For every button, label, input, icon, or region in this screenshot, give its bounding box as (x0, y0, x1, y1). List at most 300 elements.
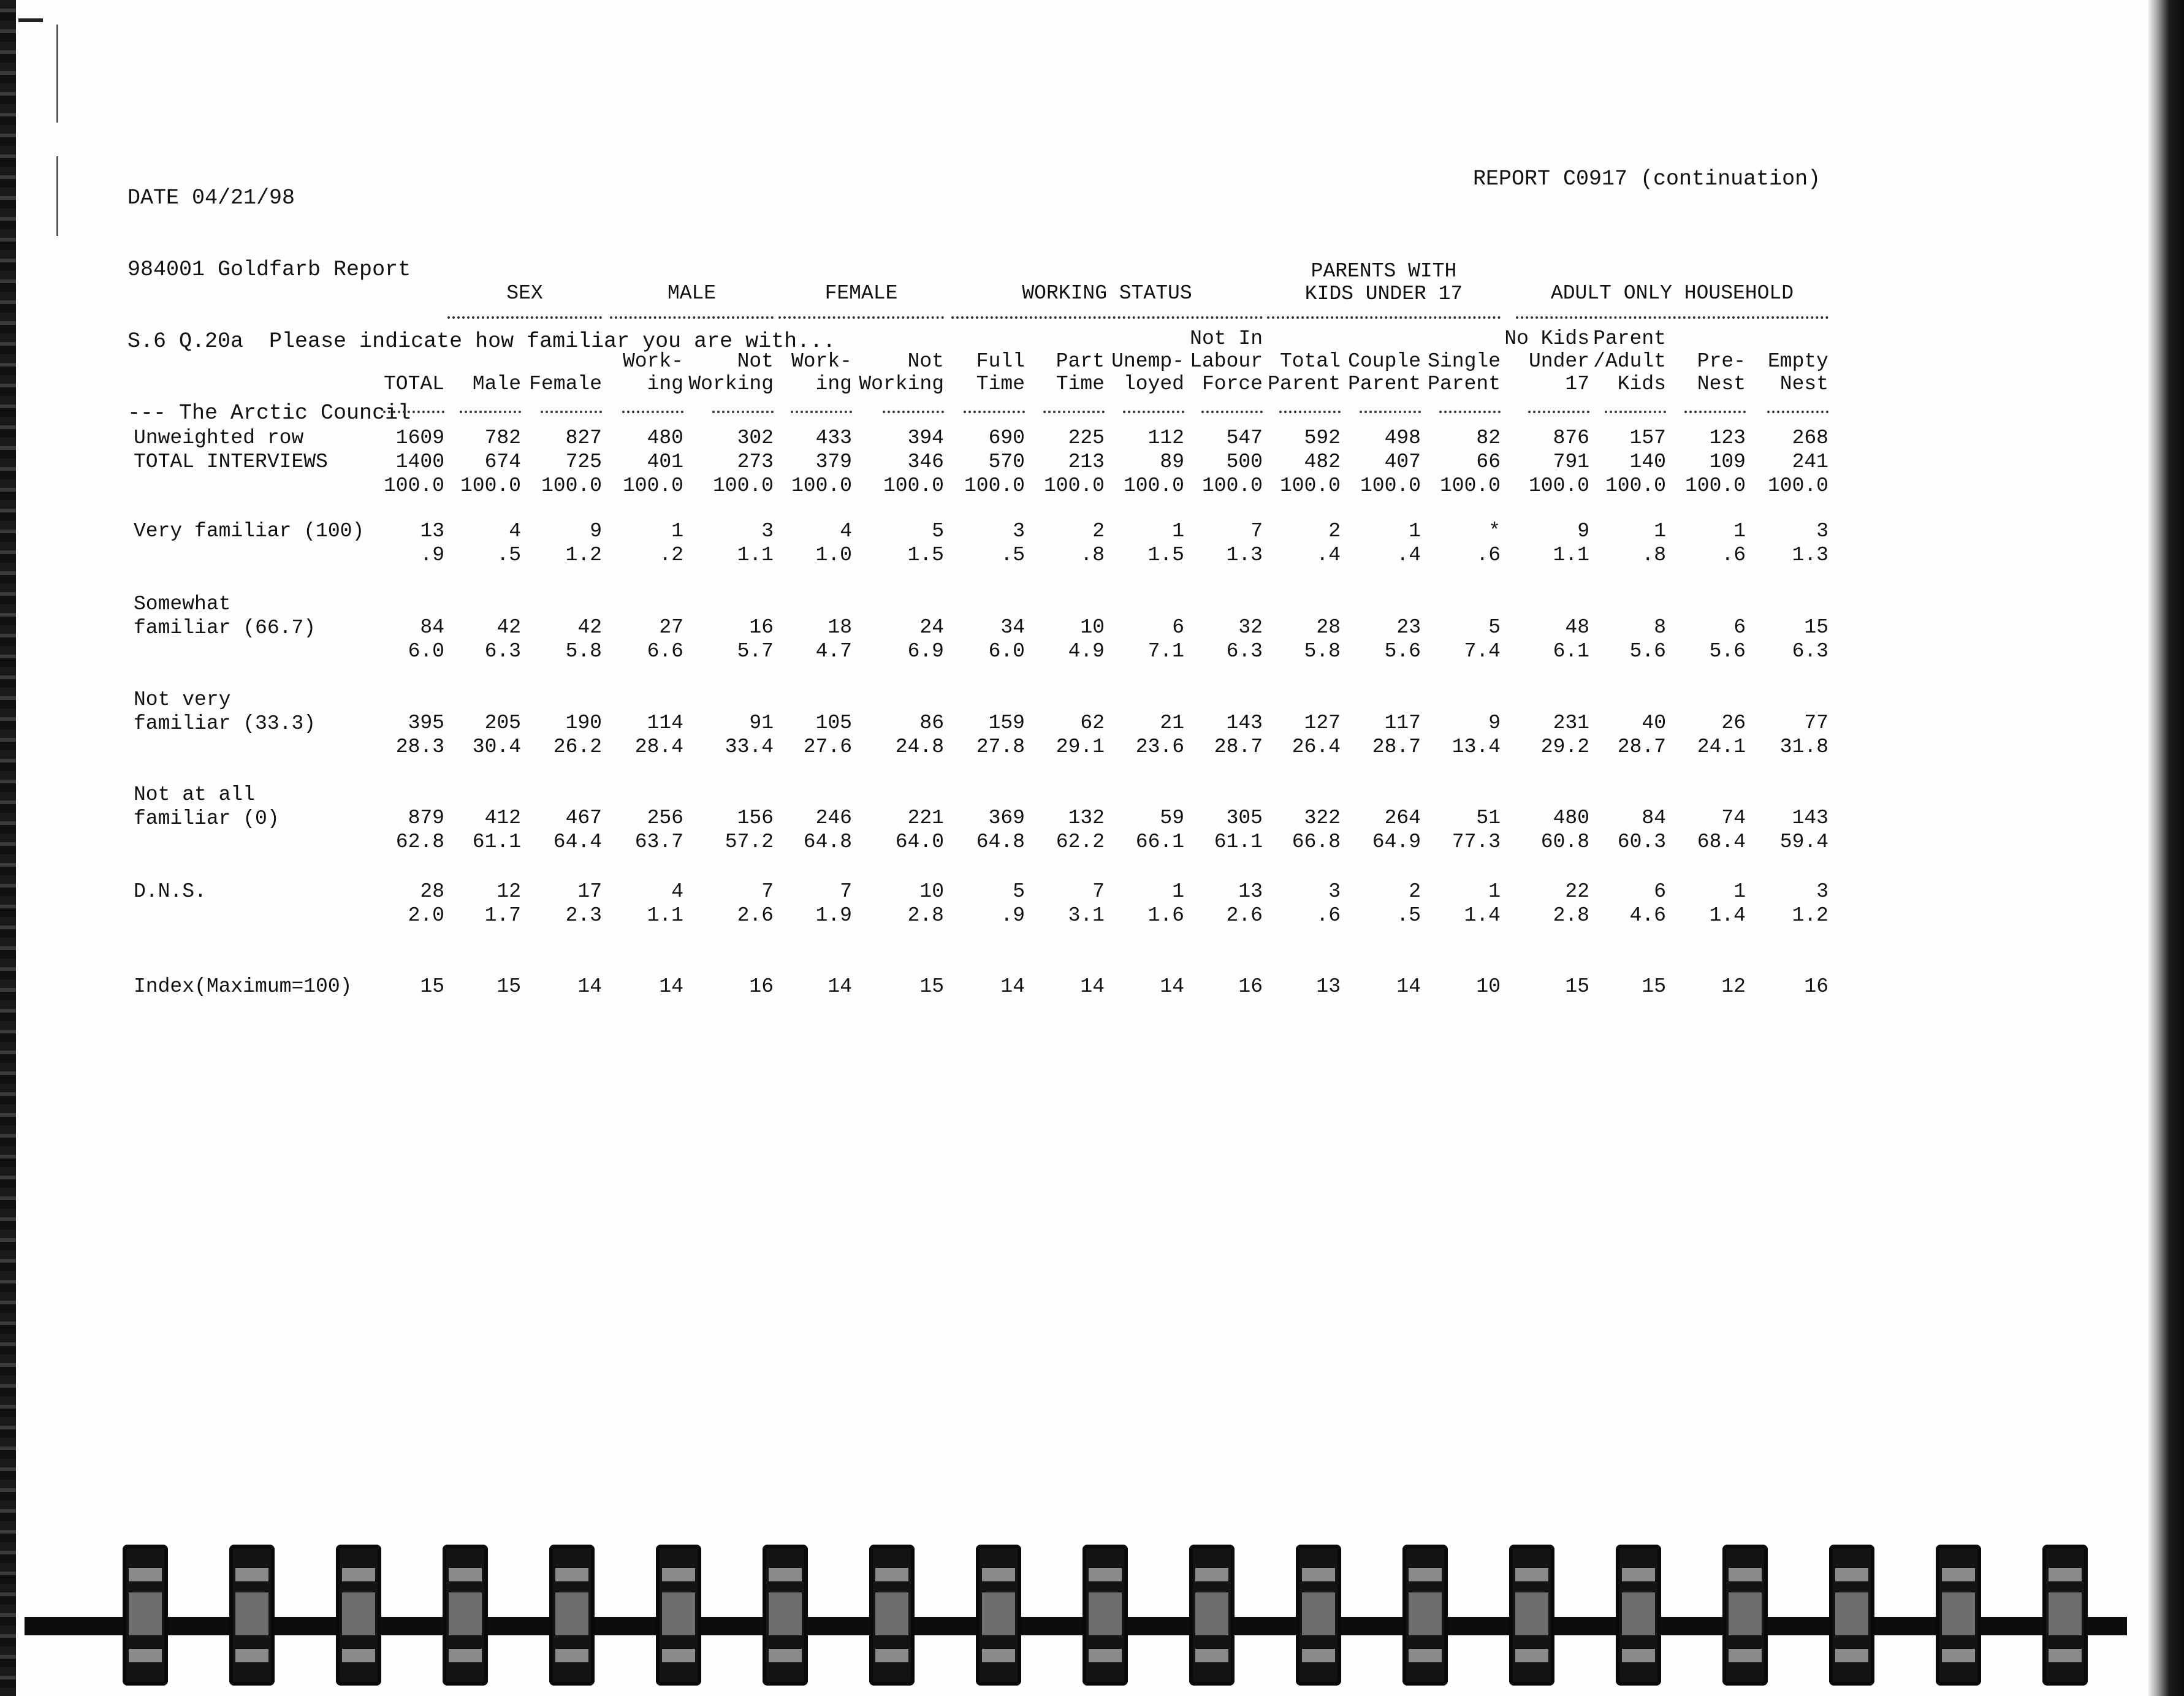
row-label: Index(Maximum=100) (134, 975, 352, 998)
group-underline (1516, 316, 1828, 319)
column-header: Work- ing (791, 350, 852, 395)
count-value: 5 (1488, 616, 1501, 639)
percent-value: 60.8 (1540, 831, 1589, 853)
percent-value: .2 (659, 544, 683, 566)
percent-value: 401 (647, 451, 683, 473)
count-value: 2 (1409, 880, 1421, 903)
percent-value: 100.0 (1043, 474, 1105, 497)
column-underline (1201, 411, 1263, 413)
date-line: DATE 04/21/98 (127, 186, 295, 210)
percent-value: 28.7 (1617, 736, 1666, 758)
count-value: 14 (828, 975, 852, 998)
percent-value: 6.0 (408, 640, 444, 663)
count-value: 34 (1000, 616, 1025, 639)
percent-value: 1.5 (907, 544, 944, 566)
percent-value: 62.2 (1056, 831, 1105, 853)
count-value: 82 (1476, 427, 1501, 449)
scan-right-edge (2147, 0, 2184, 1696)
count-value: 412 (484, 807, 521, 829)
binding-ring (1722, 1545, 1768, 1686)
percent-value: 5.7 (737, 640, 774, 663)
count-value: 16 (1238, 975, 1263, 998)
percent-value: 100.0 (1279, 474, 1341, 497)
percent-value: .4 (1396, 544, 1421, 566)
count-value: 13 (420, 520, 444, 542)
count-value: 4 (671, 880, 683, 903)
percent-value: 2.8 (1553, 904, 1589, 927)
count-value: 592 (1304, 427, 1341, 449)
count-value: 22 (1565, 880, 1589, 903)
percent-value: 1.5 (1147, 544, 1184, 566)
scan-left-edge (0, 0, 16, 1696)
column-underline (541, 411, 602, 413)
percent-value: 346 (907, 451, 944, 473)
count-value: 74 (1721, 807, 1746, 829)
percent-value: 7.4 (1464, 640, 1501, 663)
question-text: S.6 Q.20a Please indicate how familiar you are with... (127, 329, 836, 354)
binding-ring (443, 1545, 488, 1686)
count-value: 15 (497, 975, 521, 998)
row-label: Somewhat familiar (66.7) (134, 593, 316, 639)
count-value: 21 (1160, 712, 1184, 734)
binding-ring (1616, 1545, 1661, 1686)
scan-mark (18, 18, 43, 22)
percent-value: 100.0 (791, 474, 852, 497)
count-value: 394 (907, 427, 944, 449)
percent-value: 29.1 (1056, 736, 1105, 758)
percent-value: 100.0 (541, 474, 602, 497)
percent-value: 100.0 (460, 474, 521, 497)
count-value: 23 (1396, 616, 1421, 639)
percent-value: 6.3 (1226, 640, 1263, 663)
column-header: Unemp- loyed (1111, 350, 1184, 395)
count-value: 3 (1816, 880, 1828, 903)
percent-value: 100.0 (1684, 474, 1746, 497)
percent-value: 60.3 (1617, 831, 1666, 853)
count-value: 114 (647, 712, 683, 734)
percent-value: 2.8 (907, 904, 944, 927)
count-value: 7 (761, 880, 774, 903)
percent-value: 2.6 (1226, 904, 1263, 927)
column-header: Single Parent (1428, 350, 1501, 395)
count-value: 12 (1721, 975, 1746, 998)
column-header: Parent /Adult Kids (1593, 327, 1666, 395)
column-underline (1360, 411, 1421, 413)
percent-value: 28.7 (1372, 736, 1421, 758)
column-underline (1439, 411, 1501, 413)
count-value: 3 (1013, 520, 1025, 542)
count-value: 10 (1476, 975, 1501, 998)
group-underline (610, 316, 774, 319)
column-underline (964, 411, 1025, 413)
percent-value: 2.3 (565, 904, 602, 927)
count-value: 3 (1816, 520, 1828, 542)
binding-ring (229, 1545, 275, 1686)
count-value: 14 (1396, 975, 1421, 998)
percent-value: 100.0 (1605, 474, 1666, 497)
count-value: 547 (1226, 427, 1263, 449)
percent-value: 213 (1068, 451, 1105, 473)
percent-value: 6.0 (988, 640, 1025, 663)
group-header: SEX (506, 282, 543, 305)
row-label: Unweighted row TOTAL INTERVIEWS (134, 427, 328, 473)
percent-value: 1.9 (815, 904, 852, 927)
percent-value: .5 (1396, 904, 1421, 927)
margin-line (56, 156, 58, 236)
column-underline (1043, 411, 1105, 413)
percent-value: 1.1 (647, 904, 683, 927)
percent-value: 64.8 (976, 831, 1025, 853)
count-value: 6 (1172, 616, 1184, 639)
count-value: 159 (988, 712, 1025, 734)
count-value: 16 (749, 616, 774, 639)
count-value: 48 (1565, 616, 1589, 639)
column-underline (1123, 411, 1184, 413)
percent-value: 1.0 (815, 544, 852, 566)
count-value: 1 (671, 520, 683, 542)
count-value: 28 (420, 880, 444, 903)
count-value: 105 (815, 712, 852, 734)
percent-value: 1.3 (1226, 544, 1263, 566)
binding-ring (549, 1545, 595, 1686)
binding-ring (656, 1545, 701, 1686)
percent-value: .6 (1476, 544, 1501, 566)
percent-value: 1.1 (1553, 544, 1589, 566)
percent-value: 64.8 (803, 831, 852, 853)
count-value: 132 (1068, 807, 1105, 829)
percent-value: 100.0 (1201, 474, 1263, 497)
group-header: WORKING STATUS (1022, 282, 1192, 305)
percent-value: 725 (565, 451, 602, 473)
percent-value: 100.0 (1123, 474, 1184, 497)
percent-value: 68.4 (1697, 831, 1746, 853)
count-value: 225 (1068, 427, 1105, 449)
count-value: 16 (749, 975, 774, 998)
count-value: 14 (1160, 975, 1184, 998)
percent-value: 23.6 (1135, 736, 1184, 758)
count-value: 15 (1804, 616, 1828, 639)
column-header: Not Working (859, 350, 944, 395)
column-header: No Kids Under 17 (1504, 327, 1589, 395)
percent-value: 5.6 (1384, 640, 1421, 663)
percent-value: .4 (1316, 544, 1341, 566)
count-value: 480 (647, 427, 683, 449)
count-value: 782 (484, 427, 521, 449)
count-value: 12 (497, 880, 521, 903)
report-id: REPORT C0917 (continuation) (1473, 167, 1821, 191)
count-value: 14 (577, 975, 602, 998)
column-underline (1605, 411, 1666, 413)
percent-value: 4.7 (815, 640, 852, 663)
count-value: 4 (840, 520, 852, 542)
column-header: Total Parent (1268, 350, 1341, 395)
percent-value: 63.7 (634, 831, 683, 853)
group-header: FEMALE (824, 282, 898, 305)
percent-value: 13.4 (1452, 736, 1501, 758)
count-value: 27 (659, 616, 683, 639)
count-value: 14 (659, 975, 683, 998)
count-value: 827 (565, 427, 602, 449)
column-header: Work- ing (622, 350, 683, 395)
percent-value: 77.3 (1452, 831, 1501, 853)
group-underline (778, 316, 944, 319)
count-value: 123 (1709, 427, 1746, 449)
percent-value: 28.4 (634, 736, 683, 758)
percent-value: 1.3 (1792, 544, 1828, 566)
count-value: 264 (1384, 807, 1421, 829)
percent-value: .6 (1721, 544, 1746, 566)
column-underline (1528, 411, 1589, 413)
percent-value: .8 (1642, 544, 1666, 566)
count-value: 91 (749, 712, 774, 734)
count-value: 6 (1733, 616, 1746, 639)
percent-value: .9 (1000, 904, 1025, 927)
count-value: 395 (408, 712, 444, 734)
percent-value: 29.2 (1540, 736, 1589, 758)
percent-value: 27.8 (976, 736, 1025, 758)
percent-value: 570 (988, 451, 1025, 473)
percent-value: 5.8 (1304, 640, 1341, 663)
count-value: 15 (420, 975, 444, 998)
binding-ring (1296, 1545, 1341, 1686)
group-header: MALE (667, 282, 717, 305)
column-underline (883, 411, 944, 413)
count-value: 879 (408, 807, 444, 829)
group-header: ADULT ONLY HOUSEHOLD (1550, 282, 1794, 305)
percent-value: 64.0 (895, 831, 944, 853)
count-value: 143 (1792, 807, 1828, 829)
percent-value: 100.0 (883, 474, 944, 497)
group-underline (1267, 316, 1501, 319)
column-header: Couple Parent (1348, 350, 1421, 395)
binding-ring (2042, 1545, 2088, 1686)
count-value: 143 (1226, 712, 1263, 734)
group-underline (951, 316, 1263, 319)
report-title: 984001 Goldfarb Report (127, 257, 411, 282)
count-value: 221 (907, 807, 944, 829)
percent-value: 1.1 (737, 544, 774, 566)
percent-value: 100.0 (1360, 474, 1421, 497)
percent-value: 4.6 (1629, 904, 1666, 927)
count-value: 9 (590, 520, 602, 542)
percent-value: 791 (1553, 451, 1589, 473)
row-label: Very familiar (100) (134, 520, 365, 542)
percent-value: 6.3 (1792, 640, 1828, 663)
percent-value: 26.4 (1292, 736, 1341, 758)
percent-value: 33.4 (725, 736, 774, 758)
percent-value: 5.6 (1629, 640, 1666, 663)
percent-value: 6.9 (907, 640, 944, 663)
count-value: 8 (1654, 616, 1666, 639)
count-value: 876 (1553, 427, 1589, 449)
percent-value: 64.4 (553, 831, 602, 853)
count-value: * (1488, 520, 1501, 542)
count-value: 205 (484, 712, 521, 734)
count-value: 42 (577, 616, 602, 639)
count-value: 14 (1080, 975, 1105, 998)
percent-value: 31.8 (1779, 736, 1828, 758)
count-value: 480 (1553, 807, 1589, 829)
percent-value: 1400 (395, 451, 444, 473)
count-value: 156 (737, 807, 774, 829)
count-value: 16 (1804, 975, 1828, 998)
count-value: 51 (1476, 807, 1501, 829)
count-value: 1609 (395, 427, 444, 449)
column-header: Empty Nest (1767, 350, 1828, 395)
percent-value: 100.0 (964, 474, 1025, 497)
percent-value: 66 (1476, 451, 1501, 473)
count-value: 26 (1721, 712, 1746, 734)
count-value: 467 (565, 807, 602, 829)
count-value: 231 (1553, 712, 1589, 734)
count-value: 15 (1642, 975, 1666, 998)
percent-value: 61.1 (472, 831, 521, 853)
percent-value: 140 (1629, 451, 1666, 473)
percent-value: 241 (1792, 451, 1828, 473)
count-value: 14 (1000, 975, 1025, 998)
percent-value: .9 (420, 544, 444, 566)
count-value: 157 (1629, 427, 1666, 449)
binding-ring (336, 1545, 381, 1686)
percent-value: 3.1 (1068, 904, 1105, 927)
percent-value: 4.9 (1068, 640, 1105, 663)
count-value: 5 (1013, 880, 1025, 903)
binding-ring (1509, 1545, 1554, 1686)
percent-value: 6.1 (1553, 640, 1589, 663)
binding-ring (1082, 1545, 1128, 1686)
percent-value: 66.1 (1135, 831, 1184, 853)
count-value: 62 (1080, 712, 1105, 734)
percent-value: 27.6 (803, 736, 852, 758)
percent-value: 64.9 (1372, 831, 1421, 853)
count-value: 268 (1792, 427, 1828, 449)
percent-value: 1.7 (484, 904, 521, 927)
column-header: Not Working (688, 350, 774, 395)
count-value: 127 (1304, 712, 1341, 734)
percent-value: 6.3 (484, 640, 521, 663)
percent-value: 100.0 (383, 474, 444, 497)
percent-value: 500 (1226, 451, 1263, 473)
percent-value: 24.8 (895, 736, 944, 758)
count-value: 690 (988, 427, 1025, 449)
percent-value: 62.8 (395, 831, 444, 853)
count-value: 28 (1316, 616, 1341, 639)
count-value: 7 (1092, 880, 1105, 903)
count-value: 5 (932, 520, 944, 542)
count-value: 1 (1409, 520, 1421, 542)
column-header: Male (472, 373, 521, 395)
count-value: 40 (1642, 712, 1666, 734)
count-value: 6 (1654, 880, 1666, 903)
binding-ring (1189, 1545, 1235, 1686)
percent-value: 379 (815, 451, 852, 473)
count-value: 77 (1804, 712, 1828, 734)
percent-value: 26.2 (553, 736, 602, 758)
percent-value: 407 (1384, 451, 1421, 473)
percent-value: .6 (1316, 904, 1341, 927)
percent-value: 1.4 (1709, 904, 1746, 927)
percent-value: 89 (1160, 451, 1184, 473)
count-value: 42 (497, 616, 521, 639)
spiral-binding (25, 1545, 2127, 1696)
percent-value: .5 (1000, 544, 1025, 566)
column-underline (383, 411, 444, 413)
column-underline (1279, 411, 1341, 413)
count-value: 10 (919, 880, 944, 903)
count-value: 15 (919, 975, 944, 998)
percent-value: 57.2 (725, 831, 774, 853)
percent-value: 1.2 (565, 544, 602, 566)
column-underline (622, 411, 683, 413)
percent-value: 100.0 (1439, 474, 1501, 497)
percent-value: 61.1 (1214, 831, 1263, 853)
binding-ring (123, 1545, 168, 1686)
count-value: 1 (1654, 520, 1666, 542)
count-value: 1 (1733, 520, 1746, 542)
count-value: 24 (919, 616, 944, 639)
percent-value: 5.6 (1709, 640, 1746, 663)
percent-value: 24.1 (1697, 736, 1746, 758)
binding-ring (869, 1545, 915, 1686)
count-value: 2 (1328, 520, 1341, 542)
count-value: 59 (1160, 807, 1184, 829)
count-value: 112 (1147, 427, 1184, 449)
percent-value: 2.0 (408, 904, 444, 927)
count-value: 3 (1328, 880, 1341, 903)
count-value: 13 (1238, 880, 1263, 903)
column-header: Full Time (976, 350, 1025, 395)
column-underline (1684, 411, 1746, 413)
count-value: 256 (647, 807, 683, 829)
count-value: 7 (1250, 520, 1263, 542)
row-label: D.N.S. (134, 880, 207, 903)
percent-value: 273 (737, 451, 774, 473)
count-value: 498 (1384, 427, 1421, 449)
percent-value: 482 (1304, 451, 1341, 473)
count-value: 1 (1172, 880, 1184, 903)
count-value: 9 (1488, 712, 1501, 734)
percent-value: 100.0 (1767, 474, 1828, 497)
count-value: 7 (840, 880, 852, 903)
count-value: 433 (815, 427, 852, 449)
row-label: Not very familiar (33.3) (134, 688, 316, 735)
count-value: 117 (1384, 712, 1421, 734)
column-underline (1767, 411, 1828, 413)
percent-value: 28.7 (1214, 736, 1263, 758)
column-header: Pre- Nest (1697, 350, 1746, 395)
column-header: Part Time (1056, 350, 1105, 395)
percent-value: 7.1 (1147, 640, 1184, 663)
count-value: 15 (1565, 975, 1589, 998)
count-value: 2 (1092, 520, 1105, 542)
count-value: 302 (737, 427, 774, 449)
count-value: 305 (1226, 807, 1263, 829)
column-header: TOTAL (383, 373, 444, 395)
count-value: 246 (815, 807, 852, 829)
count-value: 1 (1172, 520, 1184, 542)
percent-value: 1.6 (1147, 904, 1184, 927)
count-value: 1 (1488, 880, 1501, 903)
column-header: Female (529, 373, 602, 395)
binding-ring (1829, 1545, 1874, 1686)
count-value: 84 (420, 616, 444, 639)
percent-value: 100.0 (712, 474, 774, 497)
count-value: 1 (1733, 880, 1746, 903)
column-underline (791, 411, 852, 413)
percent-value: 109 (1709, 451, 1746, 473)
count-value: 190 (565, 712, 602, 734)
group-underline (447, 316, 602, 319)
